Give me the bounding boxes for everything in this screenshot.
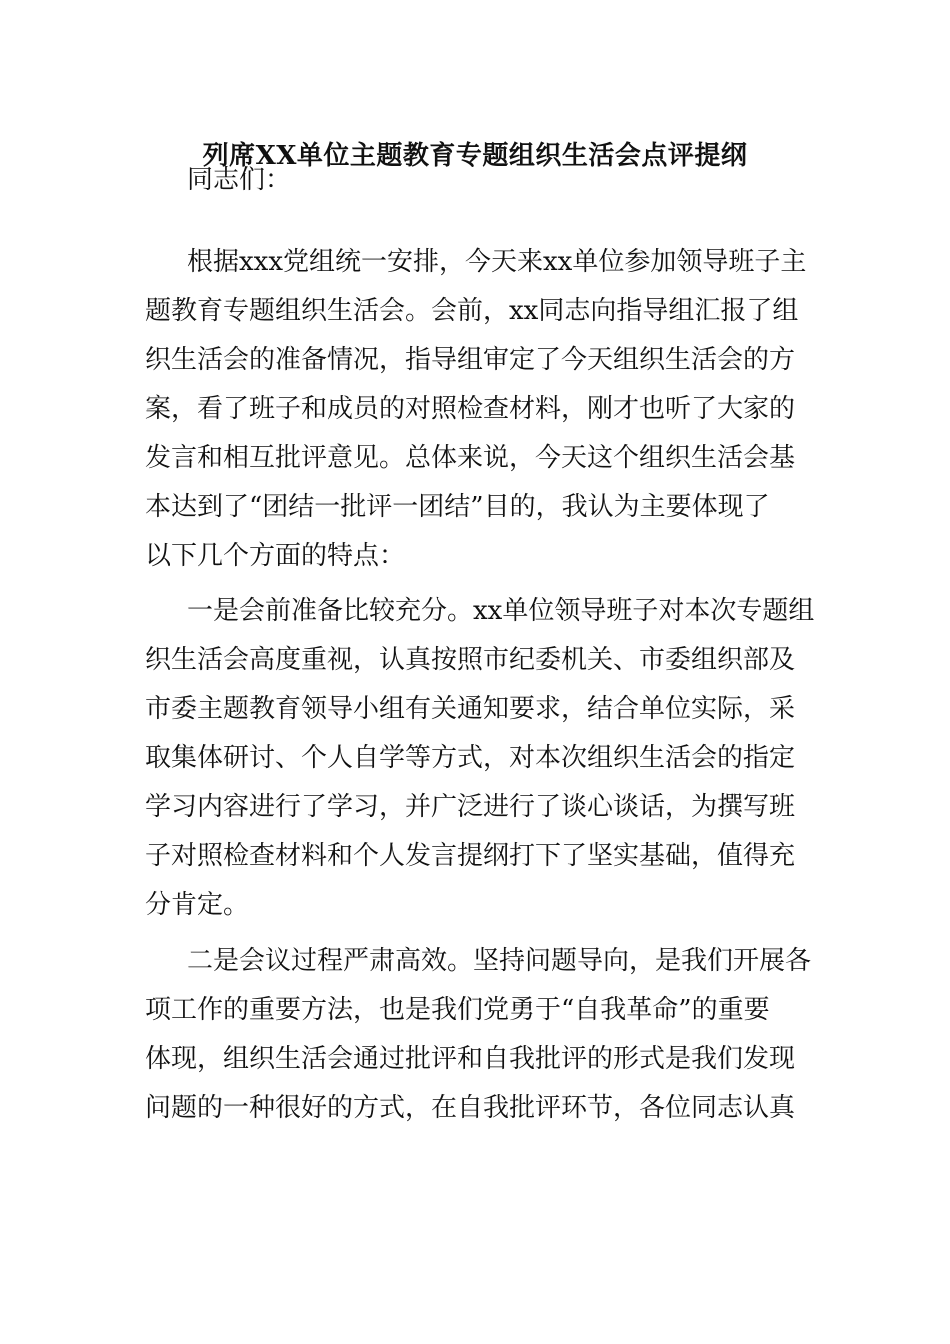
paragraph-line: 二是会议过程严肃高效。坚持问题导向，是我们开展各: [187, 946, 812, 976]
paragraph-line: 取集体研讨、个人自学等方式，对本次组织生活会的指定: [145, 743, 796, 773]
paragraph-line: 市委主题教育领导小组有关通知要求，结合单位实际，采: [145, 694, 796, 724]
paragraph-line: 项工作的重要方法，也是我们党勇于“自我革命”的重要: [145, 995, 770, 1025]
paragraph-line: 织生活会高度重视，认真按照市纪委机关、市委组织部及: [145, 645, 796, 675]
paragraph-line: 织生活会的准备情况，指导组审定了今天组织生活会的方: [145, 345, 796, 375]
paragraph-line: 根据xxx党组统一安排，今天来xx单位参加领导班子主: [187, 247, 807, 277]
salutation-line: 同志们：: [187, 165, 292, 195]
paragraph-line: 子对照检查材料和个人发言提纲打下了坚实基础，值得充: [145, 841, 796, 871]
paragraph-line: 分肯定。: [145, 890, 250, 920]
paragraph-line: 体现，组织生活会通过批评和自我批评的形式是我们发现: [145, 1044, 796, 1074]
paragraph-line: 以下几个方面的特点：: [145, 541, 406, 571]
paragraph-line: 本达到了“团结一批评一团结”目的，我认为主要体现了: [145, 492, 770, 522]
paragraph-line: 发言和相互批评意见。总体来说，今天这个组织生活会基: [145, 443, 796, 473]
paragraph-line: 学习内容进行了学习，并广泛进行了谈心谈话，为撰写班: [145, 792, 796, 822]
paragraph-line: 案，看了班子和成员的对照检查材料，刚才也听了大家的: [145, 394, 796, 424]
document-title: 列席XX单位主题教育专题组织生活会点评提纲: [202, 141, 748, 171]
paragraph-line: 一是会前准备比较充分。xx单位领导班子对本次专题组: [187, 596, 815, 626]
paragraph-line: 问题的一种很好的方式，在自我批评环节，各位同志认真: [145, 1093, 796, 1123]
paragraph-line: 题教育专题组织生活会。会前，xx同志向指导组汇报了组: [145, 296, 799, 326]
